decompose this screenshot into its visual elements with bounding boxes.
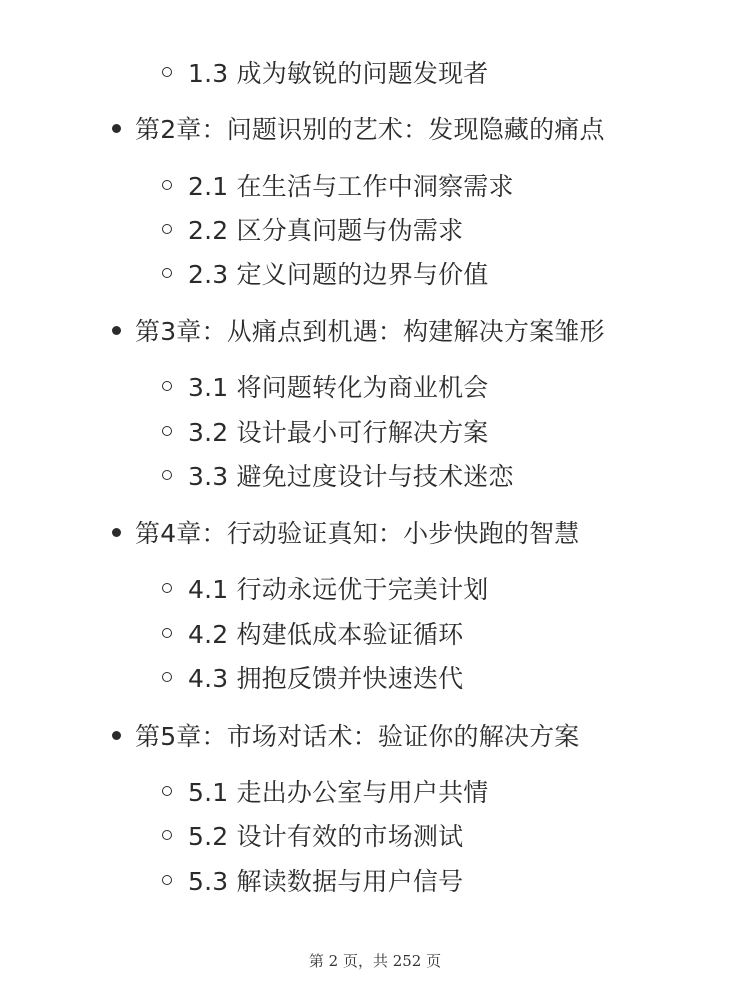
toc-chapter-label: 第4章：行动验证真知：小步快跑的智慧 <box>135 519 580 548</box>
toc-section-item <box>162 771 489 811</box>
toc-section-item <box>162 613 463 653</box>
toc-section-label: 2.1 在生活与工作中洞察需求 <box>188 172 514 201</box>
disc-bullet-icon <box>112 731 121 740</box>
toc-section-item <box>162 209 463 249</box>
circle-bullet-icon <box>162 786 172 796</box>
toc-section-item <box>162 815 463 855</box>
toc-section-item <box>162 411 489 451</box>
disc-bullet-icon <box>112 528 121 537</box>
circle-bullet-icon <box>162 381 172 391</box>
toc-section-item <box>162 568 489 608</box>
circle-bullet-icon <box>162 470 172 480</box>
circle-bullet-icon <box>162 224 172 234</box>
disc-bullet-icon <box>112 124 121 133</box>
toc-section-item <box>162 253 489 293</box>
toc-section-label: 5.2 设计有效的市场测试 <box>188 822 464 851</box>
circle-bullet-icon <box>162 268 172 278</box>
toc-chapter-label: 第5章：市场对话术：验证你的解决方案 <box>135 722 580 751</box>
toc-chapter-item <box>112 310 605 350</box>
toc-section-label: 5.3 解读数据与用户信号 <box>188 867 464 896</box>
circle-bullet-icon <box>162 583 172 593</box>
toc-chapter-label: 第3章：从痛点到机遇：构建解决方案雏形 <box>135 317 605 346</box>
page-footer <box>0 950 750 971</box>
toc-section-label: 4.1 行动永远优于完美计划 <box>188 575 489 604</box>
toc-section-label: 5.1 走出办公室与用户共情 <box>188 778 489 807</box>
toc-section-label: 3.3 避免过度设计与技术迷恋 <box>188 462 514 491</box>
toc-chapter-label: 第2章：问题识别的艺术：发现隐藏的痛点 <box>135 115 605 144</box>
toc-section-label: 4.2 构建低成本验证循环 <box>188 620 464 649</box>
toc-section-item <box>162 657 463 697</box>
circle-bullet-icon <box>162 628 172 638</box>
toc-section-item <box>162 366 489 406</box>
toc-section-label: 3.1 将问题转化为商业机会 <box>188 373 489 402</box>
toc-section-label: 3.2 设计最小可行解决方案 <box>188 418 489 447</box>
circle-bullet-icon <box>162 875 172 885</box>
circle-bullet-icon <box>162 67 172 77</box>
toc-section-item <box>162 455 514 495</box>
toc-chapter-item <box>112 715 580 755</box>
toc-chapter-item <box>112 108 605 148</box>
circle-bullet-icon <box>162 830 172 840</box>
toc-section-label: 4.3 拥抱反馈并快速迭代 <box>188 664 464 693</box>
toc-section-label: 2.2 区分真问题与伪需求 <box>188 216 464 245</box>
disc-bullet-icon <box>112 326 121 335</box>
toc-section-item <box>162 165 514 205</box>
circle-bullet-icon <box>162 426 172 436</box>
toc-section-item <box>162 52 489 92</box>
toc-section-label: 2.3 定义问题的边界与价值 <box>188 260 489 289</box>
circle-bullet-icon <box>162 672 172 682</box>
toc-chapter-item <box>112 512 580 552</box>
toc-section-item <box>162 860 463 900</box>
toc-section-label: 1.3 成为敏锐的问题发现者 <box>188 59 489 88</box>
page-number-label: 第 2 页，共 252 页 <box>308 952 442 970</box>
circle-bullet-icon <box>162 180 172 190</box>
